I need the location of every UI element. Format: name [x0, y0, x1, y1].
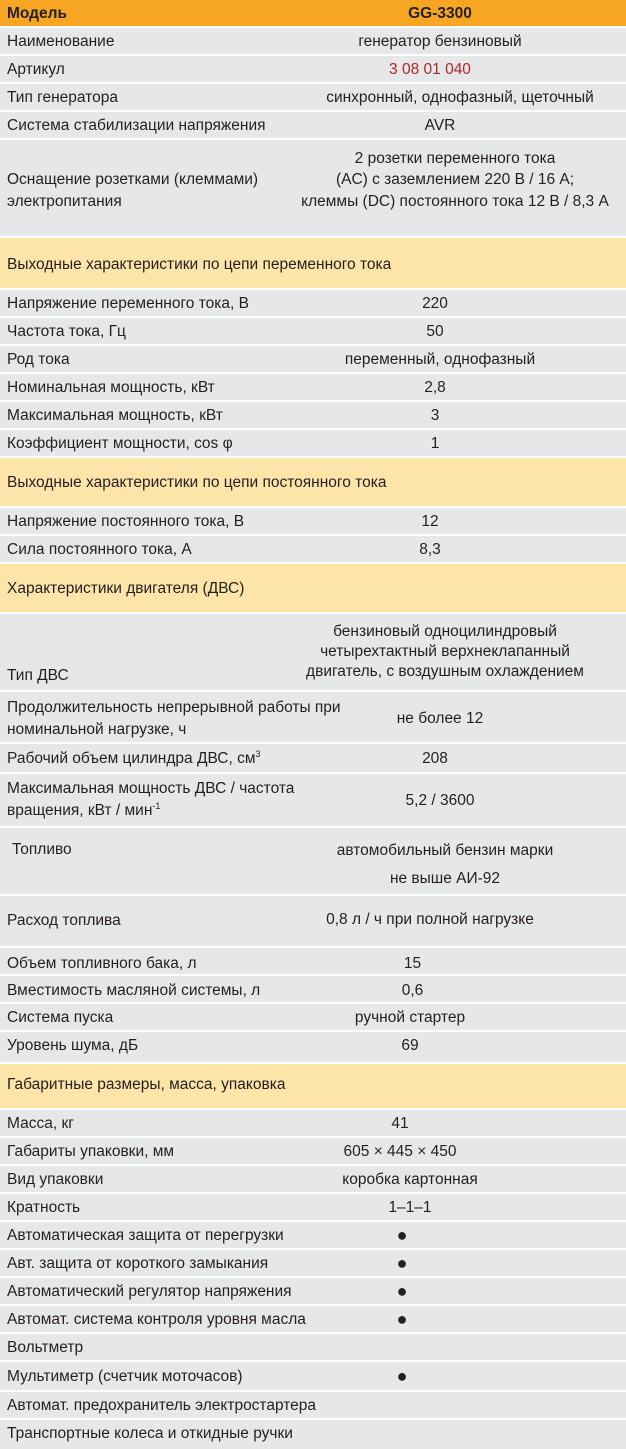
- row-value: 8,3: [419, 541, 441, 558]
- section-title: Выходные характеристики по цепи постоянного тока: [7, 474, 387, 491]
- row-label: Номинальная мощность, кВт: [7, 379, 215, 396]
- table-row: [0, 1166, 626, 1194]
- row-value: 0,6: [401, 982, 424, 999]
- row-value: не выше АИ-92: [389, 870, 501, 887]
- row-value: AVR: [424, 117, 456, 134]
- row-value: 2 розетки переменного тока: [354, 150, 556, 167]
- row-label: Наименование: [7, 33, 115, 50]
- section-title: Выходные характеристики по цепи переменного тока: [7, 256, 392, 273]
- row-label: Род тока: [7, 351, 70, 368]
- row-label: Оснащение розетками (клеммами): [7, 171, 259, 188]
- table-row: [0, 290, 626, 318]
- row-label: номинальной нагрузке, ч: [7, 721, 187, 738]
- row-value: не более 12: [396, 710, 484, 727]
- table-row: [0, 28, 626, 56]
- table-header: [0, 0, 626, 28]
- row-label: Объем топливного бака, л: [7, 955, 197, 972]
- row-label: Система стабилизации напряжения: [7, 117, 266, 134]
- row-label: Расход топлива: [7, 912, 121, 929]
- row-value: 69: [401, 1037, 419, 1054]
- table-row: [0, 948, 626, 976]
- table-row: [0, 430, 626, 458]
- table-row: [0, 976, 626, 1004]
- feature-row: [0, 1278, 626, 1306]
- feature-row: [0, 1222, 626, 1250]
- section-title: Габаритные размеры, масса, упаковка: [7, 1076, 286, 1093]
- feature-dot-icon: ●: [396, 1225, 408, 1245]
- table-row: [0, 1004, 626, 1032]
- table-row: [0, 84, 626, 112]
- feature-label: Транспортные колеса и откидные ручки: [7, 1425, 293, 1442]
- section-dc: [0, 458, 626, 508]
- row-value: 5,2 / 3600: [405, 792, 475, 809]
- feature-label: Автомат. предохранитель электростартера: [7, 1397, 317, 1414]
- row-value: коробка картонная: [342, 1171, 478, 1188]
- table-row: [0, 828, 626, 896]
- table-row: [0, 56, 626, 84]
- model-value: GG-3300: [408, 5, 472, 22]
- section-title: Характеристики двигателя (ДВС): [7, 580, 245, 597]
- section-dims: [0, 1064, 626, 1110]
- row-label: Напряжение переменного тока, В: [7, 295, 249, 312]
- row-value: 50: [426, 323, 444, 340]
- feature-row: [0, 1362, 626, 1392]
- table-row: [0, 1110, 626, 1138]
- feature-label: Авт. защита от короткого замыкания: [7, 1255, 269, 1272]
- row-label: Максимальная мощность ДВС / частота: [7, 780, 295, 797]
- row-value: переменный, однофазный: [344, 351, 536, 368]
- row-label: Частота тока, Гц: [7, 323, 126, 340]
- table-row: [0, 536, 626, 564]
- row-value: синхронный, однофазный, щеточный: [326, 89, 594, 106]
- row-label: Артикул: [7, 61, 65, 78]
- row-value: 2,8: [424, 379, 446, 396]
- row-value: бензиновый одноцилиндровый: [333, 623, 557, 640]
- row-value: 1–1–1: [388, 1199, 432, 1216]
- table-row: [0, 774, 626, 828]
- row-value: генератор бензиновый: [358, 33, 522, 50]
- row-label: Сила постоянного тока, А: [7, 541, 192, 558]
- table-row: [0, 1138, 626, 1166]
- table-row: [0, 692, 626, 744]
- table-row: [0, 112, 626, 140]
- row-value: 12: [421, 513, 439, 530]
- row-label: Уровень шума, дБ: [7, 1037, 139, 1054]
- feature-label: Автоматический регулятор напряжения: [7, 1283, 292, 1300]
- row-value: автомобильный бензин марки: [336, 842, 554, 859]
- row-label: Коэффициент мощности, cos φ: [7, 435, 233, 452]
- table-row: [0, 140, 626, 238]
- row-label: Система пуска: [7, 1009, 114, 1026]
- row-value: 1: [430, 435, 440, 452]
- row-label: вращения, кВт / мин$^{-1}$: [7, 800, 161, 819]
- row-label: Напряжение постоянного тока, В: [7, 513, 245, 530]
- header-label: Модель: [7, 5, 68, 22]
- feature-label: Автомат. система контроля уровня масла: [7, 1311, 306, 1328]
- table-row: [0, 374, 626, 402]
- feature-row: [0, 1306, 626, 1334]
- row-label: электропитания: [7, 193, 122, 210]
- feature-label: Автоматическая защита от перегрузки: [7, 1227, 284, 1244]
- row-label: Кратность: [7, 1199, 81, 1216]
- section-ac: [0, 238, 626, 290]
- row-value: 0,8 л / ч при полной нагрузке: [326, 911, 534, 928]
- section-engine: [0, 564, 626, 614]
- table-row: [0, 402, 626, 430]
- row-label: Тип генератора: [7, 89, 118, 106]
- row-label: Вместимость масляной системы, л: [7, 982, 261, 999]
- row-value: 208: [422, 750, 448, 767]
- feature-dot-icon: ●: [396, 1253, 408, 1273]
- row-value: 220: [422, 295, 448, 312]
- row-label: Вид упаковки: [7, 1171, 104, 1188]
- feature-dot-icon: ●: [396, 1281, 408, 1301]
- feature-row: [0, 1392, 626, 1420]
- article-value: 3 08 01 040: [389, 61, 471, 78]
- feature-row: [0, 1250, 626, 1278]
- row-value: 41: [391, 1115, 409, 1132]
- feature-label: Мультиметр (счетчик моточасов): [7, 1368, 243, 1385]
- row-label: Габариты упаковки, мм: [7, 1143, 175, 1160]
- table-row: [0, 1032, 626, 1064]
- table-row: [0, 744, 626, 774]
- row-label: Тип ДВС: [7, 667, 69, 684]
- row-value: (AC) с заземлением 220 В / 16 А;: [335, 171, 575, 188]
- row-value: 3: [430, 407, 440, 424]
- table-row: [0, 614, 626, 692]
- row-value: двигатель, с воздушным охлаждением: [306, 663, 584, 680]
- row-value: 15: [403, 955, 422, 972]
- row-value: клеммы (DC) постоянного тока 12 В / 8,3 А: [301, 193, 609, 210]
- feature-label: Вольтметр: [7, 1339, 84, 1356]
- row-label: Масса, кг: [7, 1115, 74, 1132]
- row-value: 605 × 445 × 450: [343, 1143, 457, 1160]
- row-label: Рабочий объем цилиндра ДВС, $см^3$: [7, 748, 261, 767]
- feature-row: [0, 1334, 626, 1362]
- row-label: Продолжительность непрерывной работы при: [7, 699, 341, 716]
- feature-row: [0, 1420, 626, 1449]
- feature-dot-icon: ●: [396, 1309, 408, 1329]
- table-row: [0, 318, 626, 346]
- row-value: четырехтактный верхнеклапанный: [320, 643, 570, 660]
- feature-dot-icon: ●: [396, 1366, 408, 1386]
- table-row: [0, 508, 626, 536]
- row-label: Топливо: [12, 841, 72, 858]
- row-value: ручной стартер: [354, 1009, 466, 1026]
- table-row: [0, 1194, 626, 1222]
- table-row: [0, 346, 626, 374]
- row-label: Максимальная мощность, кВт: [7, 407, 223, 424]
- table-row: [0, 896, 626, 948]
